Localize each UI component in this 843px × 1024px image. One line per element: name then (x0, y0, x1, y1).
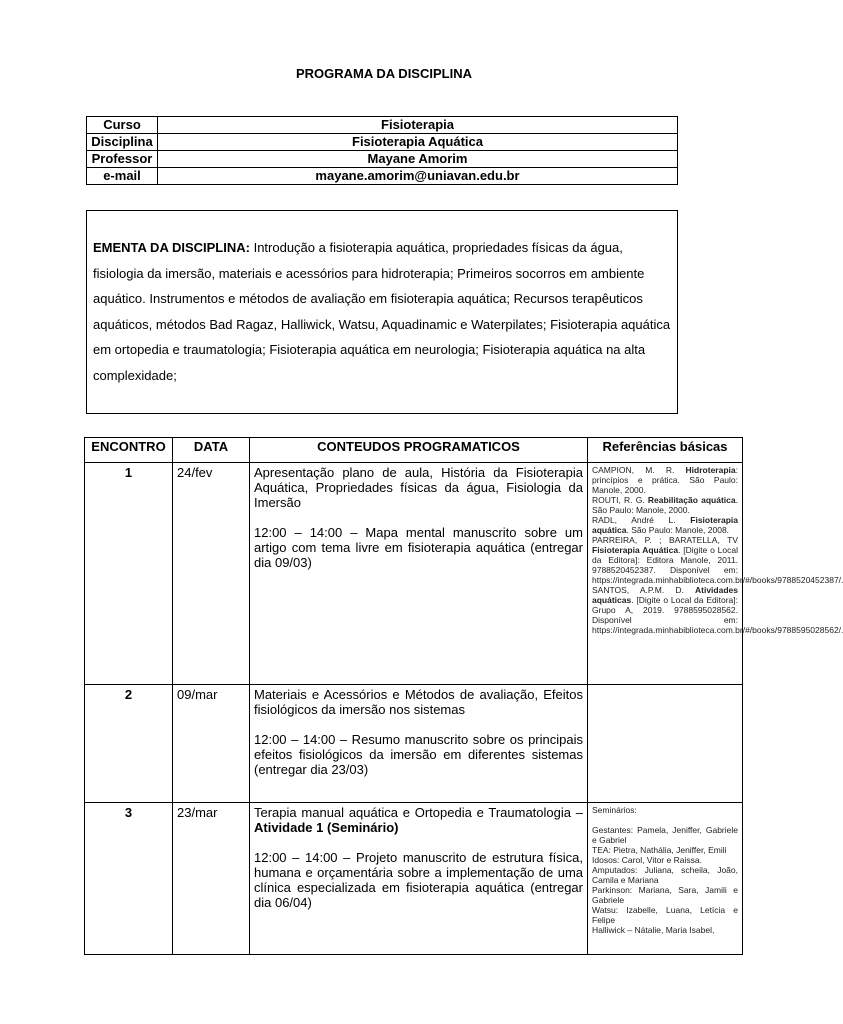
content-cell (250, 463, 588, 685)
info-value: Fisioterapia Aquática (158, 134, 678, 151)
info-row (87, 134, 678, 151)
reference-item: SANTOS, A.P.M. D. Atividades aquáticas. [Digite o Local da Editora]: Grupo A, 2019. 9788595028562. Disponível em: https://integrada.minhabiblioteca.com.br/#/books/9788595028562/. (592, 585, 843, 635)
info-row (87, 117, 678, 134)
info-label: e-mail (87, 168, 158, 185)
ementa-text: Introdução a fisioterapia aquática, propriedades físicas da água, fisiologia da imersão, materiais e acessórios para hidroterapia; Primeiros socorros em ambiente aquático. Instrumentos e métodos de avaliação em fisioterapia aquática; Recursos terapêuticos aquáticos, métodos Bad Ragaz, Halliwick, Watsu, Aquadinamic e Waterpilates; Fisioterapia aquática em ortopedia e traumatologia; Fisioterapia aquática em neurologia; Fisioterapia aquática na alta complexidade; (93, 240, 671, 383)
reference-item: CAMPION, M. R. Hidroterapia: princípios e prática. São Paulo: Manole, 2000. (592, 465, 738, 495)
header-data: DATA (173, 438, 250, 463)
info-label: Professor (87, 151, 158, 168)
encontro-number: 3 (85, 803, 173, 955)
reference-item: PARREIRA, P. ; BARATELLA, TV Fisioterapia Aquática. [Digite o Local da Editora]: Editora Manole, 2011. 9788520452387. Disponível em: https://integrada.minhabiblioteca.com.br/#/books/9788520452387/. (592, 535, 843, 585)
program-row (85, 463, 743, 685)
ementa-box (86, 210, 678, 414)
seminar-group: Watsu: Izabelle, Luana, Letícia e Felipe (592, 905, 738, 925)
info-label: Disciplina (87, 134, 158, 151)
page-title: PROGRAMA DA DISCIPLINA (296, 66, 472, 81)
info-row (87, 151, 678, 168)
info-value: Mayane Amorim (158, 151, 678, 168)
encontro-date: 09/mar (173, 685, 250, 803)
seminar-group: Amputados: Juliana, scheila, João, Camila e Mariana (592, 865, 738, 885)
content-activity: 12:00 – 14:00 – Projeto manuscrito de estrutura física, humana e orçamentária sobre a implementação de uma clínica especializada em fisioterapia aquática (entregar dia 06/04) (254, 850, 583, 910)
program-table (84, 437, 843, 955)
content-topics: Apresentação plano de aula, História da Fisioterapia Aquática, Propriedades físicas da água, Fisiologia da Imersão (254, 465, 583, 510)
program-row (85, 685, 743, 803)
reference-item: RADL, André L. Fisioterapia aquática. São Paulo: Manole, 2008. (592, 515, 738, 535)
seminar-group: TEA: Pietra, Nathália, Jeniffer, Emili (592, 845, 727, 855)
content-activity: 12:00 – 14:00 – Mapa mental manuscrito sobre um artigo com tema livre em fisioterapia aquática (entregar dia 09/03) (254, 525, 583, 570)
header-referencias: Referências básicas (588, 438, 743, 463)
references-cell (588, 685, 743, 803)
encontro-date: 24/fev (173, 463, 250, 685)
email-value[interactable]: mayane.amorim@uniavan.edu.br (158, 168, 678, 185)
references-cell (588, 803, 743, 955)
seminar-group: Halliwick – Nátalie, Maria Isabel, (592, 925, 715, 935)
info-value: Fisioterapia (158, 117, 678, 134)
program-row (85, 803, 743, 955)
seminar-group: Parkinson: Mariana, Sara, Jamili e Gabriele (592, 885, 738, 905)
content-activity: 12:00 – 14:00 – Resumo manuscrito sobre os principais efeitos fisiológicos da imersão em diferentes sistemas (entregar dia 23/03) (254, 732, 583, 777)
seminar-title: Seminários: (592, 805, 637, 815)
seminar-group: Gestantes: Pamela, Jeniffer, Gabriele e Gabriel (592, 825, 738, 845)
content-topics: Terapia manual aquática e Ortopedia e Traumatologia – Atividade 1 (Seminário) (254, 805, 583, 835)
spacer (592, 815, 738, 825)
info-label: Curso (87, 117, 158, 134)
ementa-label: EMENTA DA DISCIPLINA: (93, 240, 250, 255)
reference-item: ROUTI, R. G. Reabilitação aquática. São Paulo: Manole, 2000. (592, 495, 738, 515)
content-cell (250, 803, 588, 955)
content-cell (250, 685, 588, 803)
content-topics: Materiais e Acessórios e Métodos de avaliação, Efeitos fisiológicos da imersão nos sistemas (254, 687, 583, 717)
info-row (87, 168, 678, 185)
course-info-table (86, 116, 678, 185)
program-header-row (85, 438, 743, 463)
header-conteudos: CONTEUDOS PROGRAMATICOS (250, 438, 588, 463)
seminar-group: Idosos: Carol, Vitor e Raissa. (592, 855, 702, 865)
references-cell (588, 463, 843, 685)
encontro-date: 23/mar (173, 803, 250, 955)
encontro-number: 1 (85, 463, 173, 685)
encontro-number: 2 (85, 685, 173, 803)
header-encontro: ENCONTRO (85, 438, 173, 463)
